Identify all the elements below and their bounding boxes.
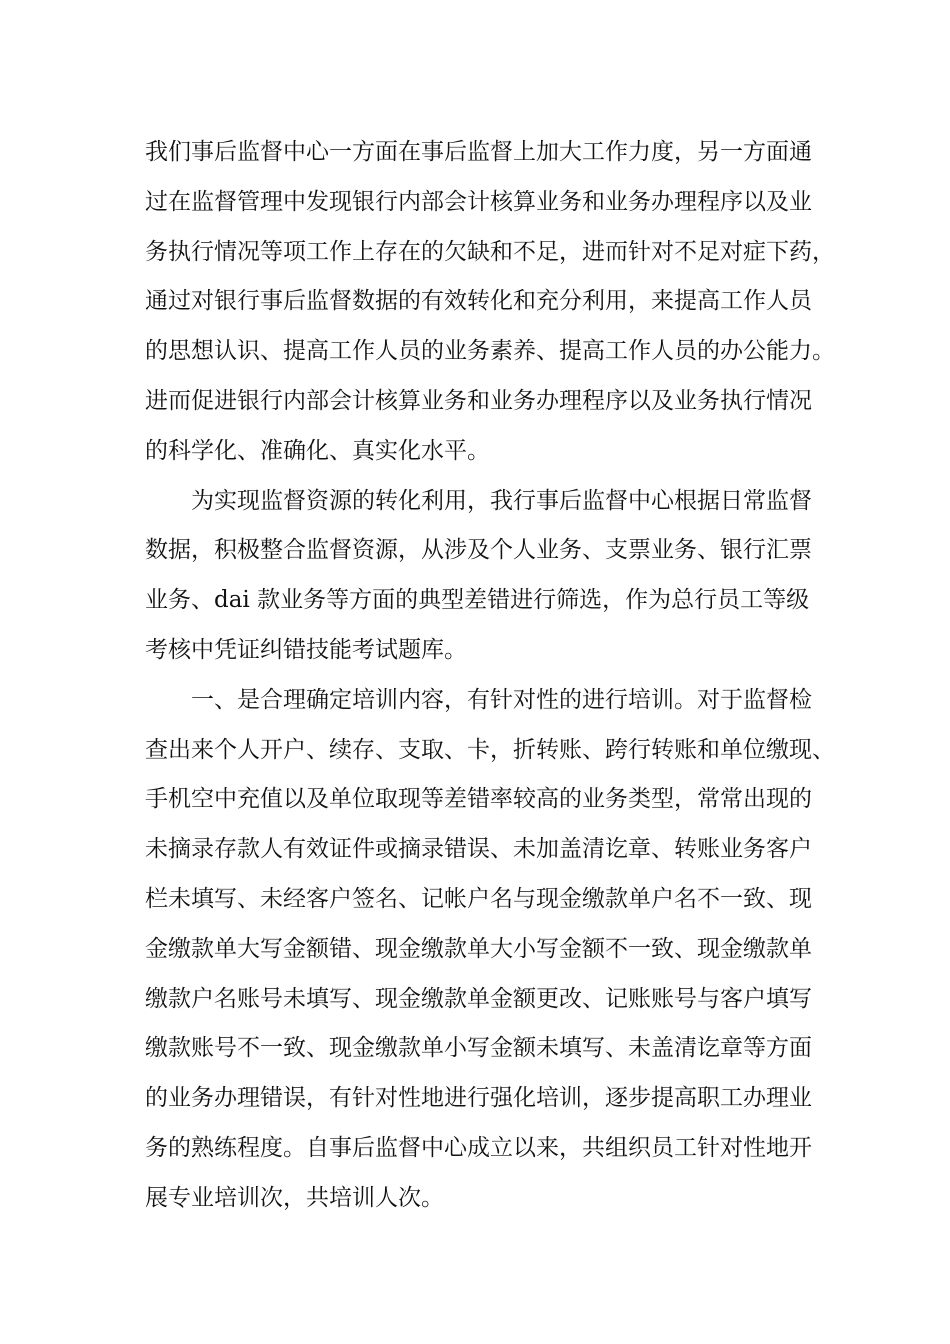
text-line: 的科学化、准确化、真实化水平。 <box>145 437 490 464</box>
text-line-indented: 一、是合理确定培训内容，有针对性的进行培训。对于监督检 <box>191 686 812 713</box>
text-line: 缴款账号不一致、现金缴款单小写金额未填写、未盖清讫章等方面 <box>145 1035 812 1062</box>
text-line: 我们事后监督中心一方面在事后监督上加大工作力度，另一方面通 <box>145 139 812 165</box>
document-body <box>145 128 845 1224</box>
text-line: 未摘录存款人有效证件或摘录错误、未加盖清讫章、转账业务客户 <box>145 836 812 863</box>
text-line: 金缴款单大写金额错、现金缴款单大小写金额不一致、现金缴款单 <box>145 935 812 962</box>
text-line: 查出来个人开户、续存、支取、卡，折转账、跨行转账和单位缴现、 <box>145 736 835 763</box>
paragraph-2 <box>145 477 845 676</box>
text-line: 业务、dai 款业务等方面的典型差错进行筛选，作为总行员工等级 <box>145 587 810 614</box>
text-line: 的思想认识、提高工作人员的业务素养、提高工作人员的办公能力。 <box>145 338 835 365</box>
text-line: 手机空中充值以及单位取现等差错率较高的业务类型，常常出现的 <box>145 786 812 813</box>
text-line: 过在监督管理中发现银行内部会计核算业务和业务办理程序以及业 <box>145 188 812 215</box>
text-line-indented: 为实现监督资源的转化利用，我行事后监督中心根据日常监督 <box>191 487 812 514</box>
paragraph-3 <box>145 676 845 1224</box>
text-line: 缴款户名账号未填写、现金缴款单金额更改、记账账号与客户填写 <box>145 985 812 1012</box>
text-line: 通过对银行事后监督数据的有效转化和充分利用，来提高工作人员 <box>145 288 812 315</box>
text-line: 展专业培训次，共培训人次。 <box>145 1184 444 1211</box>
paragraph-1 <box>145 128 845 477</box>
text-line: 栏未填写、未经客户签名、记帐户名与现金缴款单户名不一致、现 <box>145 885 812 912</box>
text-line: 的业务办理错误，有针对性地进行强化培训，逐步提高职工办理业 <box>145 1085 812 1112</box>
text-line: 务的熟练程度。自事后监督中心成立以来，共组织员工针对性地开 <box>145 1134 812 1161</box>
text-line: 数据，积极整合监督资源，从涉及个人业务、支票业务、银行汇票 <box>145 537 812 564</box>
text-line: 考核中凭证纠错技能考试题库。 <box>145 636 467 663</box>
text-line: 务执行情况等项工作上存在的欠缺和不足，进而针对不足对症下药， <box>145 238 835 265</box>
text-line: 进而促进银行内部会计核算业务和业务办理程序以及业务执行情况 <box>145 387 812 414</box>
